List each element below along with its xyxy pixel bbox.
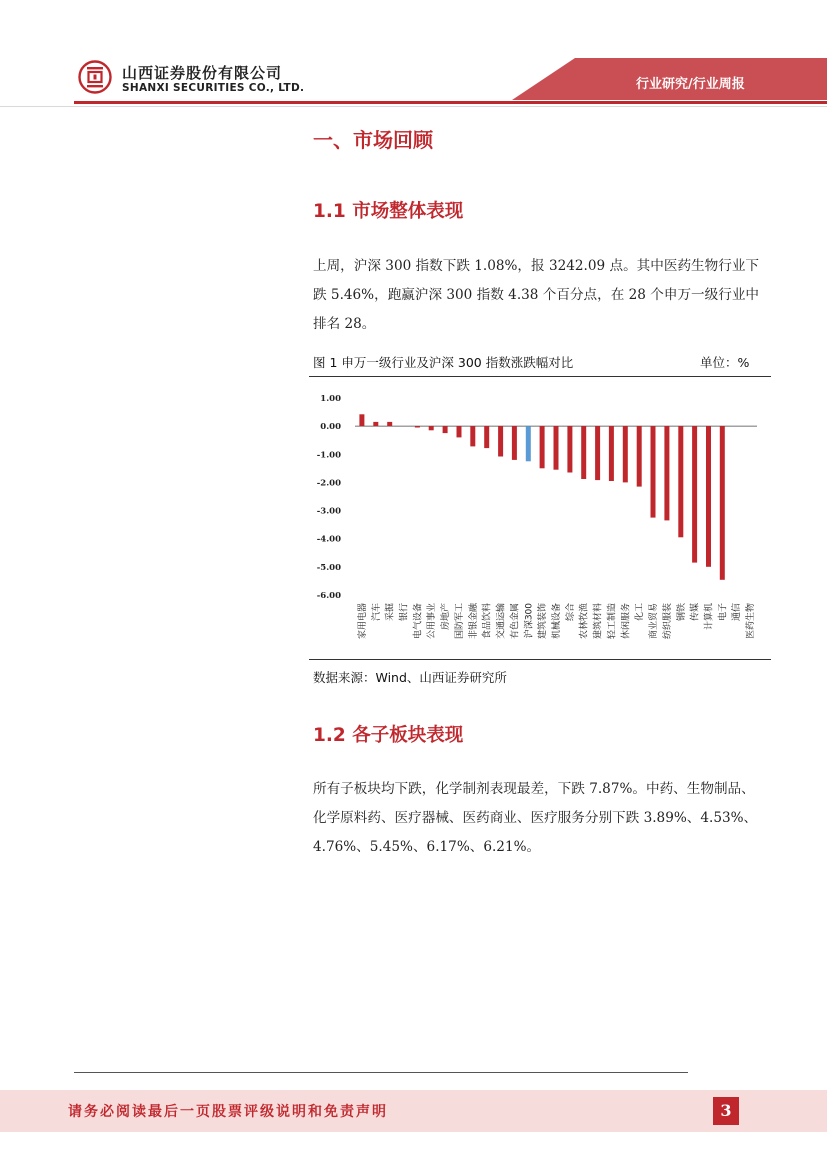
x-tick-label: 银行 bbox=[399, 603, 410, 622]
bar bbox=[457, 426, 462, 437]
x-tick-label: 非银金融 bbox=[468, 603, 479, 640]
bar bbox=[373, 422, 378, 426]
x-tick-label: 机械设备 bbox=[552, 603, 562, 640]
bar bbox=[526, 426, 531, 461]
bar bbox=[387, 422, 392, 426]
figure-top-rule bbox=[309, 376, 771, 377]
market-overview-paragraph: 上周，沪深 300 指数下跌 1.08%，报 3242.09 点。其中医药生物行业下跌 5.46%，跑赢沪深 300 指数 4.38 个百分点，在 28 个申万一级行业中排名 28。 bbox=[313, 258, 760, 332]
x-tick-label: 休闲服务 bbox=[621, 603, 632, 640]
x-tick-label: 电子 bbox=[718, 603, 729, 622]
bar bbox=[706, 426, 711, 567]
x-tick-label: 传媒 bbox=[690, 603, 701, 622]
x-tick-label: 国防军工 bbox=[455, 603, 465, 640]
page-header bbox=[0, 0, 827, 110]
x-tick-label: 综合 bbox=[565, 603, 576, 622]
y-tick-label: -2.00 bbox=[316, 478, 341, 489]
bar bbox=[664, 426, 669, 520]
bar bbox=[415, 426, 420, 427]
bar bbox=[581, 426, 586, 479]
x-tick-label: 采掘 bbox=[385, 603, 396, 622]
subsection-title-1-2: 1.2 各子板块表现 bbox=[313, 725, 464, 746]
x-tick-label: 通信 bbox=[732, 603, 743, 622]
x-tick-label: 家用电器 bbox=[357, 603, 368, 640]
industry-return-bar-chart bbox=[309, 380, 771, 660]
x-tick-label: 建筑装饰 bbox=[538, 603, 549, 640]
bar bbox=[429, 426, 434, 430]
bar bbox=[609, 426, 614, 481]
y-tick-label: -1.00 bbox=[316, 450, 341, 461]
x-tick-label: 公用事业 bbox=[427, 603, 438, 640]
bar bbox=[637, 426, 642, 487]
bar bbox=[720, 426, 725, 580]
y-tick-label: -4.00 bbox=[316, 534, 341, 545]
y-tick-label: -5.00 bbox=[316, 562, 341, 573]
x-tick-label: 沪深300 bbox=[524, 603, 535, 639]
subsection-title-1-1: 1.1 市场整体表现 bbox=[313, 201, 464, 222]
x-tick-label: 食品饮料 bbox=[482, 603, 493, 640]
bar bbox=[678, 426, 683, 537]
x-tick-label: 建筑材料 bbox=[593, 603, 604, 640]
bar bbox=[595, 426, 600, 480]
page-number: 3 bbox=[713, 1097, 739, 1125]
y-tick-label: -3.00 bbox=[316, 506, 341, 517]
figure-bottom-rule bbox=[309, 659, 771, 660]
x-tick-label: 纺织服装 bbox=[662, 603, 673, 640]
x-tick-label: 化工 bbox=[635, 603, 646, 622]
x-tick-label: 电气设备 bbox=[413, 603, 424, 640]
disclaimer-text: 请务必阅读最后一页股票评级说明和免责声明 bbox=[68, 1104, 388, 1120]
bar bbox=[443, 426, 448, 433]
figure-unit: 单位：% bbox=[700, 355, 750, 370]
bar bbox=[651, 426, 656, 517]
x-tick-label: 汽车 bbox=[371, 603, 382, 622]
x-tick-label: 医药生物 bbox=[746, 603, 757, 640]
sub-sector-paragraph: 所有子板块均下跌，化学制剂表现最差，下跌 7.87%。中药、生物制品、化学原料药、医疗器械、医药商业、医疗服务分别下跌 3.89%、4.53%、4.76%、5.45%、6.17%、6.21%。 bbox=[313, 781, 758, 855]
x-tick-label: 轻工制造 bbox=[607, 603, 618, 640]
footer-rule bbox=[74, 1072, 688, 1073]
bar bbox=[470, 426, 475, 446]
bar bbox=[692, 426, 697, 562]
x-tick-label: 商业贸易 bbox=[649, 603, 659, 640]
bar bbox=[540, 426, 545, 468]
x-tick-label: 交通运输 bbox=[496, 603, 507, 640]
company-name-en: SHANXI SECURITIES CO., LTD. bbox=[122, 82, 305, 94]
bar bbox=[359, 414, 364, 426]
bar bbox=[484, 426, 489, 448]
section-title: 一、市场回顾 bbox=[313, 128, 433, 152]
x-tick-label: 房地产 bbox=[441, 603, 452, 631]
bar bbox=[623, 426, 628, 482]
report-type-label: 行业研究/行业周报 bbox=[636, 77, 745, 92]
y-tick-label: 1.00 bbox=[320, 394, 341, 404]
x-tick-label: 计算机 bbox=[704, 603, 715, 631]
y-tick-label: -6.00 bbox=[316, 591, 341, 601]
y-tick-label: 0.00 bbox=[320, 422, 341, 433]
bar bbox=[512, 426, 517, 460]
figure-source: 数据来源：Wind、山西证券研究所 bbox=[313, 670, 507, 685]
company-logo-icon bbox=[78, 60, 112, 94]
bar bbox=[567, 426, 572, 472]
x-tick-label: 农林牧渔 bbox=[579, 603, 590, 640]
company-name-cn: 山西证券股份有限公司 bbox=[122, 64, 283, 82]
bar bbox=[554, 426, 559, 470]
bar bbox=[498, 426, 503, 456]
figure-caption: 图 1 申万一级行业及沪深 300 指数涨跌幅对比 bbox=[313, 355, 574, 370]
x-tick-label: 有色金属 bbox=[510, 603, 521, 640]
x-tick-label: 钢铁 bbox=[676, 603, 687, 622]
